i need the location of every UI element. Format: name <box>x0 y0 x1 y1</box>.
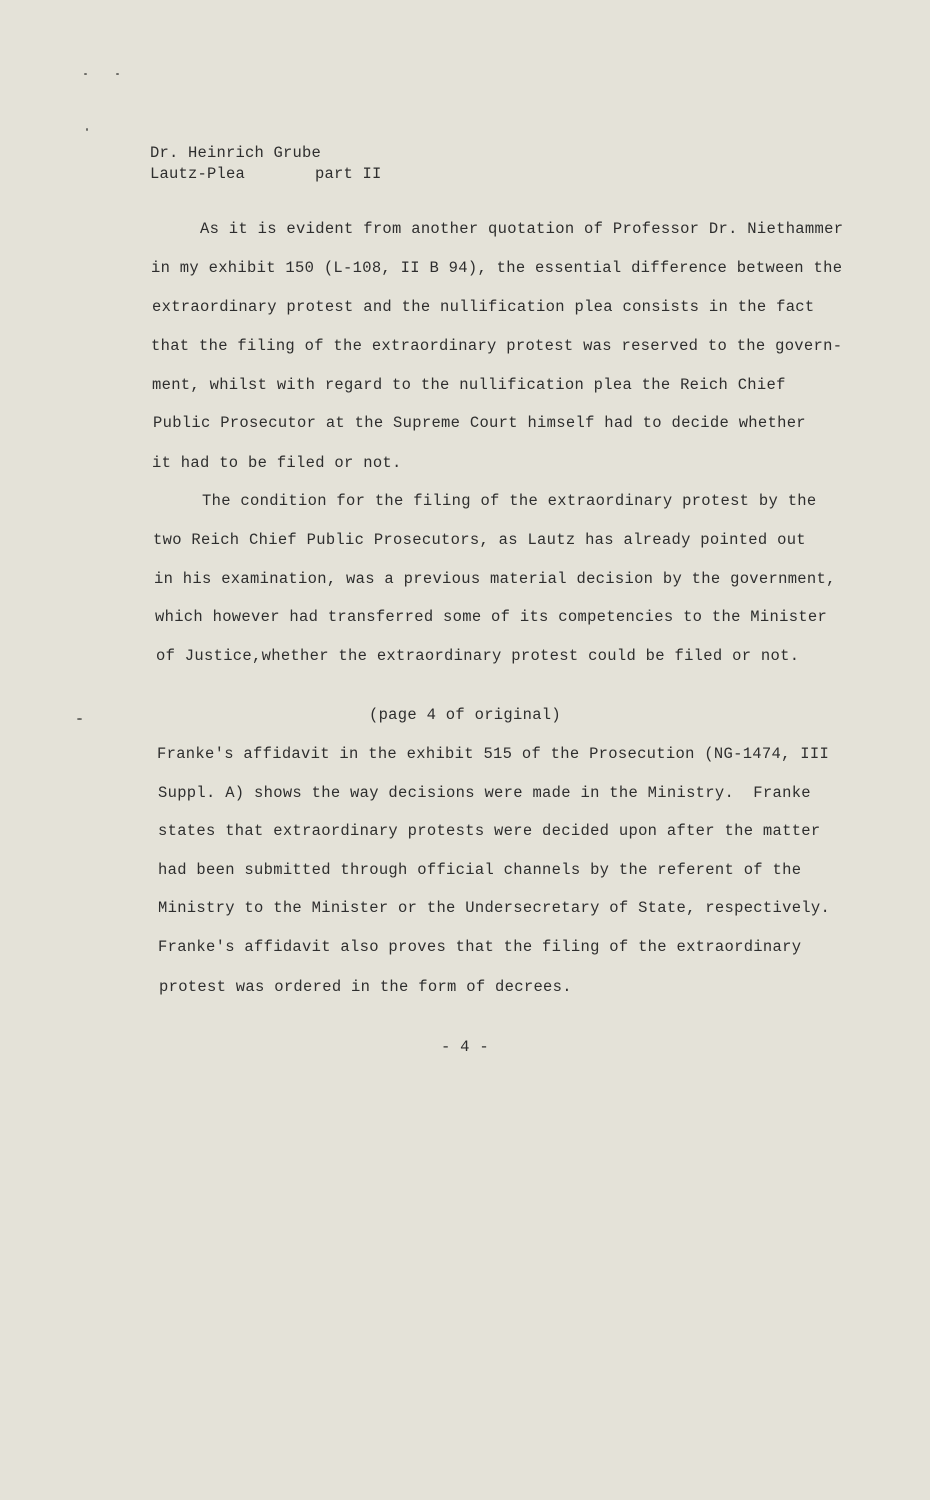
paragraph-line: of Justice,whether the extraordinary protest could be filed or not. <box>156 647 800 665</box>
title-line <box>150 164 382 185</box>
paragraph-line: states that extraordinary protests were decided upon after the matter <box>158 822 821 840</box>
paper-speck <box>86 128 88 131</box>
paragraph-line: protest was ordered in the form of decrees. <box>159 978 572 996</box>
paragraph-line: Suppl. A) shows the way decisions were made in the Ministry. Franke <box>158 784 811 802</box>
paragraph-line: Franke's affidavit also proves that the filing of the extraordinary <box>158 938 802 956</box>
paragraph-line: had been submitted through official channels by the referent of the <box>158 861 802 879</box>
paragraph-line: in his examination, was a previous material decision by the government, <box>154 570 836 588</box>
paragraph-line: that the filing of the extraordinary protest was reserved to the govern- <box>151 337 843 355</box>
paper-speck <box>116 73 119 75</box>
paragraph-line: ment, whilst with regard to the nullification plea the Reich Chief <box>152 376 786 394</box>
paragraph-line: two Reich Chief Public Prosecutors, as Lautz has already pointed out <box>153 531 806 549</box>
part-label: part II <box>315 165 382 183</box>
paragraph-line: Public Prosecutor at the Supreme Court himself had to decide whether <box>153 414 806 432</box>
paragraph-line: which however had transferred some of its competencies to the Minister <box>155 608 828 626</box>
paper-speck <box>84 73 87 75</box>
paragraph-line: extraordinary protest and the nullification plea consists in the fact <box>152 298 815 316</box>
page-number: - 4 - <box>440 1038 489 1056</box>
paragraph-line: it had to be filed or not. <box>152 454 402 472</box>
page-marker: (page 4 of original) <box>368 706 562 724</box>
author-line: Dr. Heinrich Grube <box>150 144 322 162</box>
document-header <box>150 143 382 185</box>
paragraph-line: Ministry to the Minister or the Undersecretary of State, respectively. <box>158 899 831 917</box>
paragraph-line: The condition for the filing of the extraordinary protest by the <box>202 492 817 510</box>
paragraph-line: in my exhibit 150 (L-108, II B 94), the essential difference between the <box>151 259 843 277</box>
plea-title: Lautz-Plea <box>150 165 246 183</box>
paragraph-line: As it is evident from another quotation of Professor Dr. Niethammer <box>200 220 844 238</box>
paragraph-line: Franke's affidavit in the exhibit 515 of the Prosecution (NG-1474, III <box>157 745 830 763</box>
